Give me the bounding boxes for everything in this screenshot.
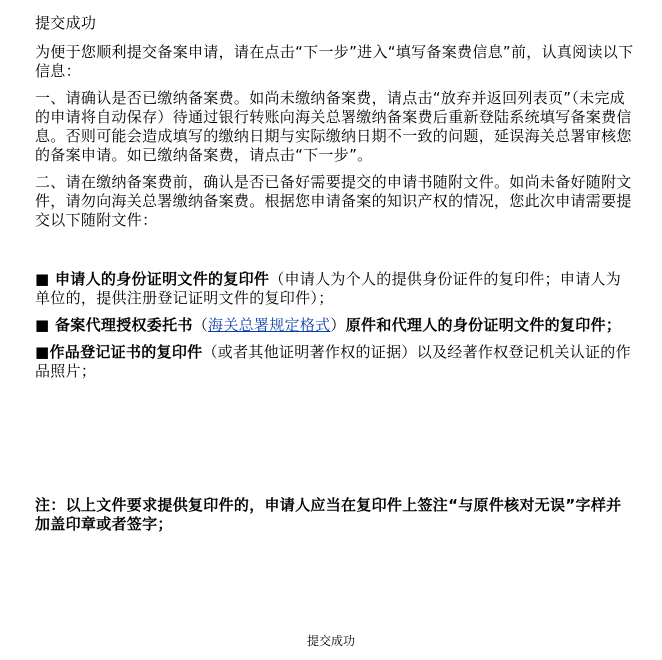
customs-format-link[interactable]: 海关总署规定格式 [208, 316, 331, 334]
document-2-rest: 原件和代理人的身份证明文件的复印件； [345, 316, 622, 334]
document-1-detail: （申请人为个人的提供身份证件的复印件；申请人为单位的，提供注册登记证明文件的复印件）； [35, 270, 622, 307]
document-1-title: 申请人的身份证明文件的复印件 [55, 270, 270, 288]
document-2-title: 备案代理授权委托书 [55, 316, 193, 334]
footer-title: 提交成功 [306, 634, 355, 648]
document-3-detail: （或者其他证明著作权的证据）以及经著作权登记机关认证的作品照片； [35, 343, 631, 380]
document-item-3 [35, 343, 635, 381]
notice-item-1: 一、请确认是否已缴纳备案费。如尚未缴纳备案费，请点击“放弃并返回列表页”（未完成的申请将自动保存）待通过银行转账向海关总署缴纳备案费后重新登陆系统填写备案费信息。否则可能会造成填写的缴纳日期与实际缴纳日期不一致的问题，延误海关总署审核您的备案申请。如已缴纳备案费，请点击“下一步”。 [35, 89, 632, 164]
required-documents-list [35, 270, 635, 381]
notice-item-2: 二、请在缴纳备案费前，确认是否已备好需要提交的申请书随附文件。如尚未备好随附文件，请勿向海关总署缴纳备案费。根据您申请备案的知识产权的情况，您此次申请需要提交以下随附文件： [35, 173, 632, 229]
bullet-square-icon: ■ [35, 343, 50, 361]
intro-text: 为便于您顺利提交备案申请，请在点击“下一步”进入“填写备案费信息”前，认真阅读以下信息： [35, 43, 634, 80]
document-item-1 [35, 270, 635, 308]
document-3-title: 作品登记证书的复印件 [49, 343, 203, 361]
main-content [35, 14, 635, 389]
document-item-2 [35, 316, 635, 335]
paren-open: （ [192, 316, 209, 334]
bullet-square-icon: ■ [35, 270, 55, 288]
paren-close: ） [330, 316, 346, 334]
bullet-square-icon: ■ [35, 316, 55, 334]
page-title: 提交成功 [35, 14, 97, 32]
copy-requirement-note: 注：以上文件要求提供复印件的，申请人应当在复印件上签注“与原件核对无误”字样并加盖印章或者签字； [35, 496, 622, 533]
